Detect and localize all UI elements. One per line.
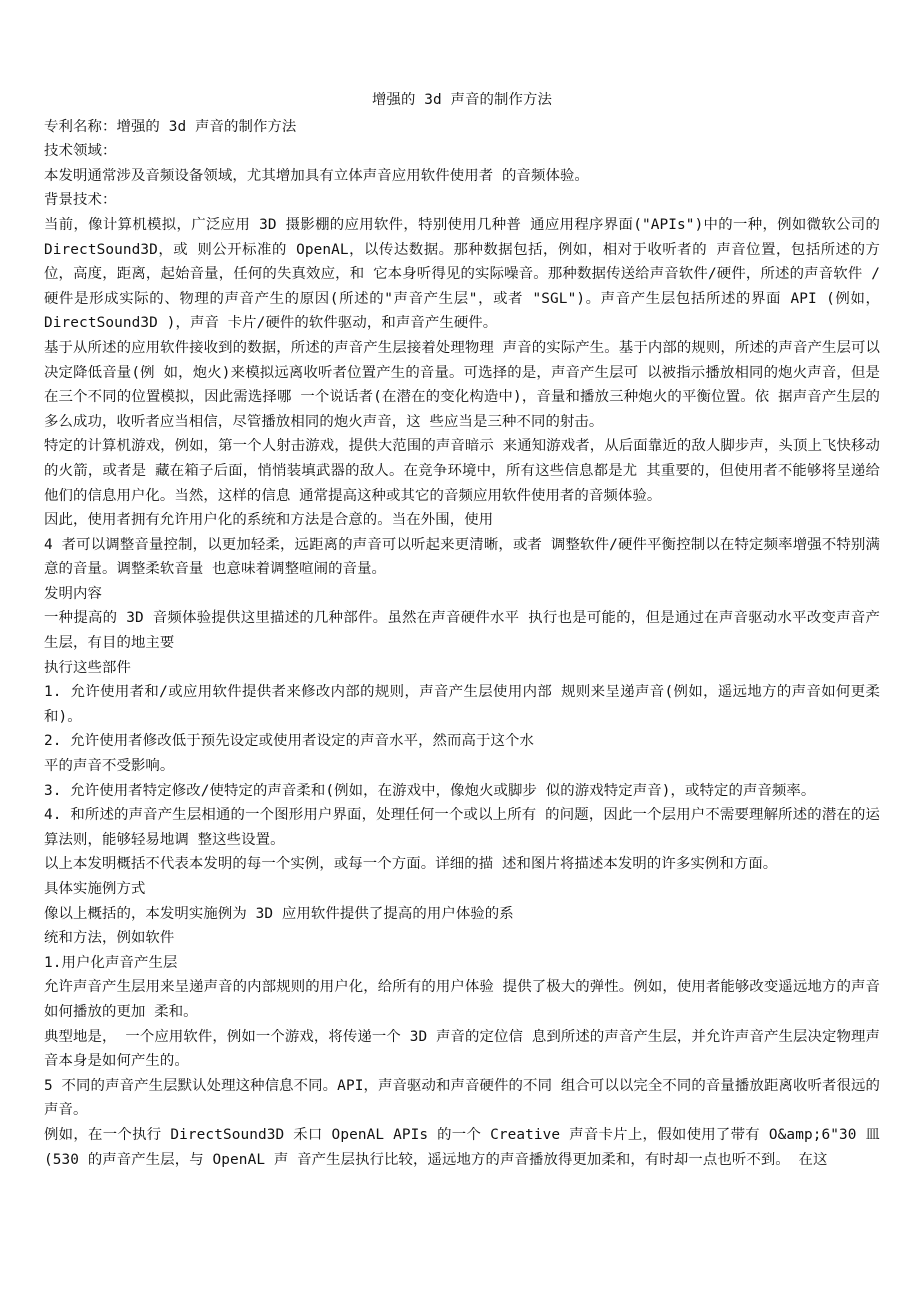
section-heading-embodiments: 具体实施例方式 bbox=[44, 881, 146, 897]
tech-field-paragraph: 本发明通常涉及音频设备领域，尤其增加具有立体声音应用软件使用者 的音频体验。 bbox=[44, 167, 589, 184]
subsection-heading-1: 1.用户化声音产生层 bbox=[44, 954, 178, 971]
embodiment-paragraph-3: 允许声音产生层用来呈递声音的内部规则的用户化，给所有的用户体验 提供了极大的弹性。例如，使用者能够改变遥远地方的声音如何播放的更加 柔和。 bbox=[44, 979, 880, 1020]
document-title: 增强的 3d 声音的制作方法 bbox=[372, 92, 552, 108]
background-paragraph-2: 基于从所述的应用软件接收到的数据，所述的声音产生层接着处理物理 声音的实际产生。基于内部的规则，所述的声音产生层可以决定降低音量(例 如，炮火)来模拟远离收听者位置产生的音量。可选择的是，声音产生层可 以被指示播放相同的炮火声音，但是在三个不同的位置模拟，因此需选择哪 一个说话者(在潜在的变化构造中)，音量和播放三种炮火的平衡位置。依 据声音产生层的多么成功，收听者应当相信，尽管播放相同的炮火声音，这 些应当是三种不同的射击。 bbox=[44, 339, 880, 430]
summary-item-3: 3. 允许使用者特定修改/使特定的声音柔和(例如，在游戏中，像炮火或脚步 似的游戏特定声音)，或特定的声音频率。 bbox=[44, 782, 816, 799]
background-paragraph-1: 当前，像计算机模拟，广泛应用 3D 摄影棚的应用软件，特别使用几种普 通应用程序界面("APIs")中的一种，例如微软公司的 DirectSound3D，或 则公开标准的 OpenAL，以传达数据。那种数据包括，例如，相对于收听者的 声音位置，包括所述的方位，高度，距离，起始音量，任何的失真效应，和 它本身听得见的实际噪音。那种数据传送给声音软件/硬件，所述的声音软件 /硬件是形成实际的、物理的声音产生的原因(所述的"声音产生层"，或者 "SGL")。声音产生层包括所述的界面 API (例如，DirectSound3D )，声音 卡片/硬件的软件驱动，和声音产生硬件。 bbox=[44, 216, 880, 332]
patent-name-line: 专利名称：增强的 3d 声音的制作方法 bbox=[44, 118, 297, 135]
background-paragraph-4: 因此，使用者拥有允许用户化的系统和方法是合意的。当在外围，使用 bbox=[44, 512, 494, 529]
section-heading-summary: 发明内容 bbox=[44, 585, 102, 602]
section-heading-tech-field: 技术领域： bbox=[44, 143, 117, 160]
summary-item-2: 2. 允许使用者修改低于预先设定或使用者设定的声音水平，然而高于这个水 bbox=[44, 733, 534, 750]
section-heading-background: 背景技术： bbox=[44, 192, 117, 209]
summary-item-2-continued: 平的声音不受影响。 bbox=[44, 758, 175, 775]
summary-paragraph-2: 执行这些部件 bbox=[44, 659, 131, 676]
embodiment-paragraph-2: 统和方法，例如软件 bbox=[44, 930, 175, 947]
summary-paragraph-1: 一种提高的 3D 音频体验提供这里描述的几种部件。虽然在声音硬件水平 执行也是可能的，但是通过在声音驱动水平改变声音产生层，有目的地主要 bbox=[44, 610, 880, 652]
background-paragraph-3: 特定的计算机游戏，例如，第一个人射击游戏，提供大范围的声音暗示 来通知游戏者，从后面靠近的敌人脚步声，头顶上飞快移动的火箭，或者是 藏在箱子后面，悄悄装填武器的敌人。在竞争环境中，所有这些信息都是尤 其重要的，但使用者不能够将呈递给他们的信息用户化。当然，这样的信息 通常提高这种或其它的音频应用软件使用者的音频体验。 bbox=[44, 438, 880, 504]
embodiment-paragraph-6: 例如，在一个执行 DirectSound3D 禾口 OpenAL APIs 的一个 Creative 声音卡片上，假如使用了带有 O&amp;6"30 皿(530 的声音产生层，与 OpenAL 声 音产生层执行比较，遥远地方的声音播放得更加柔和，有时却一点也听不到。 在这 bbox=[44, 1126, 880, 1168]
embodiment-paragraph-4: 典型地是， 一个应用软件，例如一个游戏，将传递一个 3D 声音的定位信 息到所述的声音产生层，并允许声音产生层决定物理声音本身是如何产生的。 bbox=[44, 1028, 880, 1070]
embodiment-paragraph-1: 像以上概括的，本发明实施例为 3D 应用软件提供了提高的用户体验的系 bbox=[44, 905, 514, 922]
summary-item-1: 1. 允许使用者和/或应用软件提供者来修改内部的规则，声音产生层使用内部 规则来呈递声音(例如，遥远地方的声音如何更柔和)。 bbox=[44, 684, 880, 725]
summary-paragraph-3: 以上本发明概括不代表本发明的每一个实例，或每一个方面。详细的描 述和图片将描述本发明的许多实例和方面。 bbox=[44, 856, 778, 873]
embodiment-paragraph-5: 5 不同的声音产生层默认处理这种信息不同。API，声音驱动和声音硬件的不同 组合可以以完全不同的音量播放距离收听者很远的声音。 bbox=[44, 1077, 880, 1119]
summary-item-4: 4. 和所述的声音产生层相通的一个图形用户界面，处理任何一个或以上所有 的问题，因此一个层用户不需要理解所述的潜在的运算法则，能够轻易地调 整这些设置。 bbox=[44, 807, 880, 848]
background-paragraph-5: 4 者可以调整音量控制，以更加轻柔，远距离的声音可以听起来更清晰，或者 调整软件/硬件平衡控制以在特定频率增强不特别满意的音量。调整柔软音量 也意味着调整喧闹的音量。 bbox=[44, 536, 880, 578]
